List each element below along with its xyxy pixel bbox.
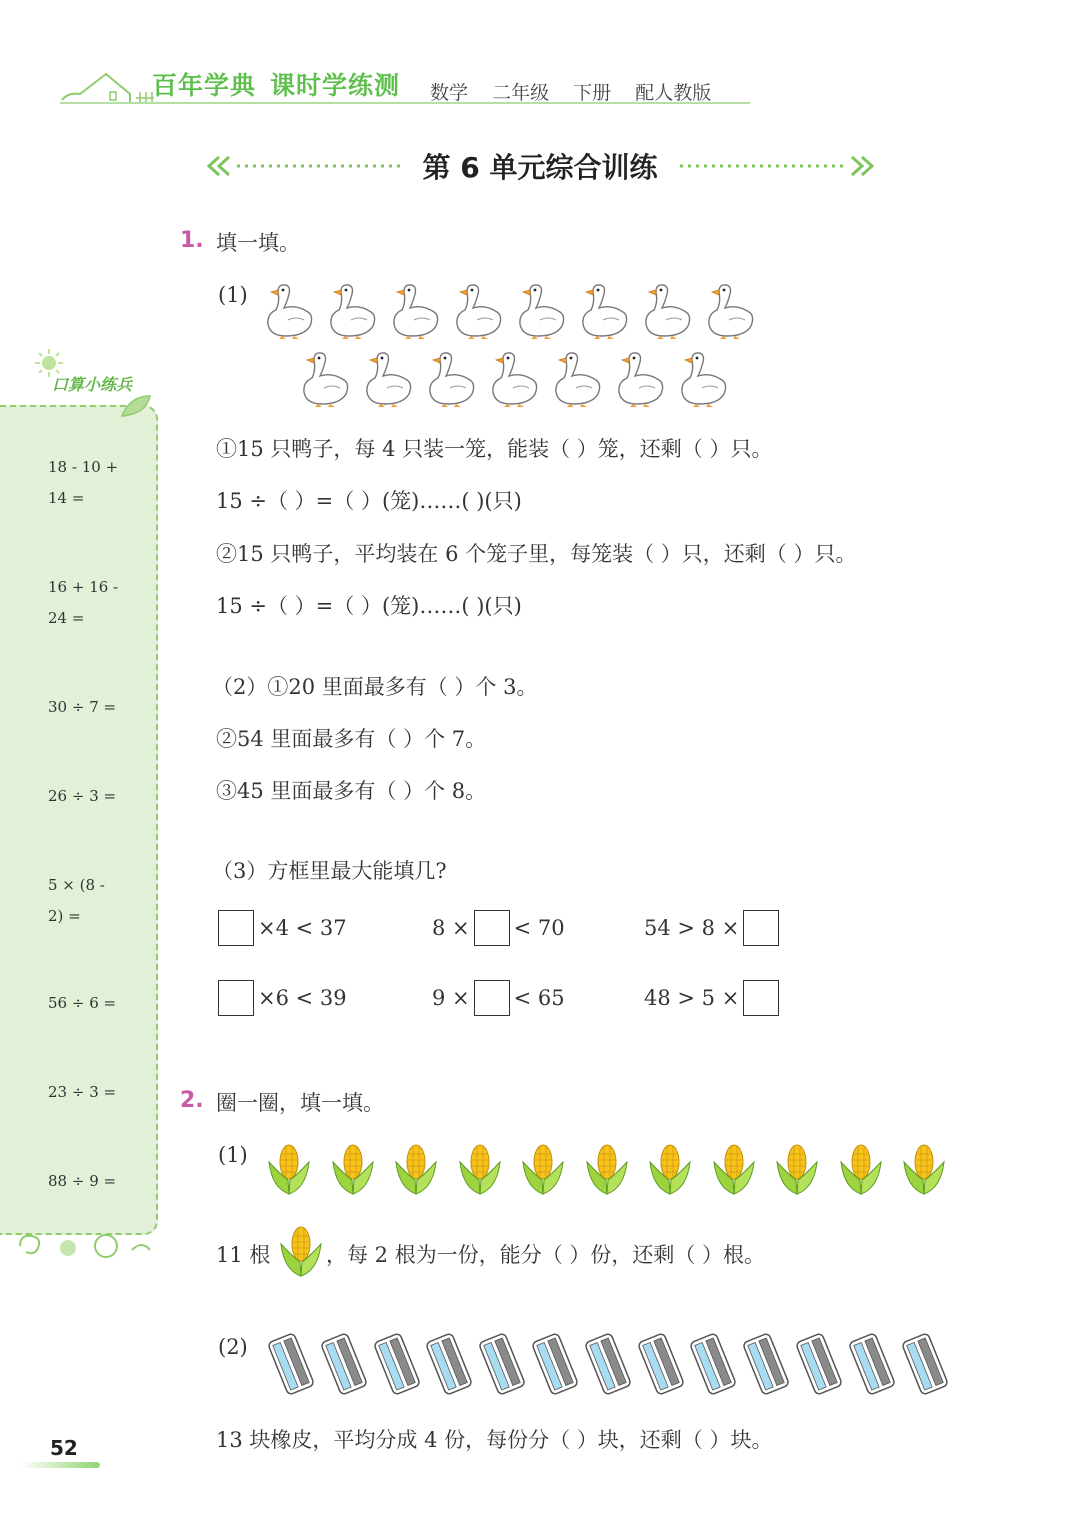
- sidebar-swirl-decor: [14, 1226, 154, 1266]
- q1-part1-equation-b: 15 ÷（ ）=（ ）(笼)……( )(只): [216, 594, 522, 618]
- eraser-icon: [424, 1332, 474, 1400]
- exercise-line: 14 =: [48, 489, 85, 507]
- exercise-line: 24 =: [48, 609, 85, 627]
- exercise-line: 26 ÷ 3 =: [48, 787, 117, 805]
- eraser-icon: [266, 1332, 316, 1400]
- question-2-number: 2.: [180, 1088, 204, 1113]
- duck-icon: [453, 282, 503, 344]
- unit-title: 第 6 单元综合训练: [422, 151, 658, 184]
- answer-box[interactable]: [218, 910, 254, 946]
- exercise-line: 2) =: [48, 907, 81, 925]
- sidebar-exercise-3: [48, 692, 128, 723]
- answer-box[interactable]: [474, 980, 510, 1016]
- corn-icon: [278, 1222, 324, 1282]
- inequality-5: [428, 980, 569, 1016]
- inequality-text: < 70: [513, 916, 565, 940]
- page-number-bar: [20, 1462, 100, 1468]
- header-subtitle: [430, 78, 729, 105]
- inequality-text: ×4 < 37: [258, 916, 347, 940]
- inequality-1: [218, 910, 351, 946]
- duck-icon: [489, 350, 539, 412]
- inequality-3: [640, 910, 779, 946]
- sidebar-exercise-4: [48, 781, 128, 812]
- title-right-decor: [678, 154, 878, 178]
- q2-part1-label: (1): [218, 1143, 248, 1167]
- page-number: 52: [50, 1436, 78, 1460]
- q1-part1-question-a: ①15 只鸭子，每 4 只装一笼，能装（ ）笼，还剩（ ）只。: [216, 437, 773, 461]
- duck-icon: [327, 282, 377, 344]
- header-grade: 二年级: [492, 82, 550, 104]
- exercise-line: 88 ÷ 9 =: [48, 1172, 117, 1190]
- duck-icon: [642, 282, 692, 344]
- question-1-number: 1.: [180, 228, 204, 253]
- exercise-line: 18 - 10 +: [48, 458, 119, 476]
- corn-icon: [330, 1140, 376, 1200]
- duck-icon: [300, 350, 350, 412]
- corn-icon: [901, 1140, 947, 1200]
- eraser-icon: [372, 1332, 422, 1400]
- corn-icon: [838, 1140, 884, 1200]
- sidebar-exercise-1: [48, 452, 128, 514]
- q2-part2-label: (2): [218, 1335, 248, 1359]
- inequality-text: 9 ×: [432, 986, 470, 1010]
- duck-icon: [426, 350, 476, 412]
- sidebar-exercise-5: [48, 870, 128, 932]
- q2-part1-text-b: ，每 2 根为一份，能分（ ）份，还剩（ ）根。: [326, 1243, 766, 1267]
- duck-icon: [264, 282, 314, 344]
- eraser-icon: [583, 1332, 633, 1400]
- header-brand: [152, 66, 414, 102]
- inequality-text: < 65: [513, 986, 565, 1010]
- corn-icon: [393, 1140, 439, 1200]
- duck-icon: [615, 350, 665, 412]
- answer-box[interactable]: [743, 910, 779, 946]
- header-edition: 配人教版: [635, 82, 712, 104]
- duck-icon: [363, 350, 413, 412]
- exercise-line: 30 ÷ 7 =: [48, 698, 117, 716]
- sidebar-exercise-8: [48, 1166, 128, 1197]
- eraser-icon: [688, 1332, 738, 1400]
- q1-part1-question-b: ②15 只鸭子，平均装在 6 个笼子里，每笼装（ ）只，还剩（ ）只。: [216, 542, 857, 566]
- header-volume: 下册: [573, 82, 612, 104]
- q1-part2-b: ②54 里面最多有（ ）个 7。: [216, 727, 487, 751]
- exercise-line: 56 ÷ 6 =: [48, 994, 117, 1012]
- corn-icon: [584, 1140, 630, 1200]
- q1-part2-c: ③45 里面最多有（ ）个 8。: [216, 779, 487, 803]
- corn-icon: [266, 1140, 312, 1200]
- eraser-icon: [847, 1332, 897, 1400]
- sidebar-title: 口算小练兵: [52, 375, 133, 394]
- eraser-icon: [636, 1332, 686, 1400]
- eraser-icon: [319, 1332, 369, 1400]
- corn-icon: [457, 1140, 503, 1200]
- duck-icon: [516, 282, 566, 344]
- sidebar-leaf-icon: [120, 392, 154, 420]
- inequality-2: [428, 910, 569, 946]
- answer-box[interactable]: [218, 980, 254, 1016]
- corn-icon: [774, 1140, 820, 1200]
- corn-icon: [647, 1140, 693, 1200]
- duck-icon: [390, 282, 440, 344]
- q1-part1-label: (1): [218, 283, 248, 307]
- inequality-text: 54 > 8 ×: [644, 916, 740, 940]
- brand-name: 百年学典: [152, 71, 257, 100]
- answer-box[interactable]: [474, 910, 510, 946]
- eraser-icon: [530, 1332, 580, 1400]
- sidebar-exercise-2: [48, 572, 128, 634]
- inequality-text: 48 > 5 ×: [644, 986, 740, 1010]
- q2-part1-text-a: 11 根: [216, 1243, 271, 1267]
- duck-icon: [579, 282, 629, 344]
- inequality-4: [218, 980, 351, 1016]
- exercise-line: 16 + 16 -: [48, 578, 119, 596]
- corn-icon: [711, 1140, 757, 1200]
- question-2-title: 圈一圈，填一填。: [216, 1091, 384, 1115]
- eraser-icon: [741, 1332, 791, 1400]
- q2-part2-text: 13 块橡皮，平均分成 4 份，每份分（ ）块，还剩（ ）块。: [216, 1428, 773, 1452]
- exercise-line: 23 ÷ 3 =: [48, 1083, 117, 1101]
- duck-icon: [705, 282, 755, 344]
- question-1-title: 填一填。: [216, 231, 300, 255]
- answer-box[interactable]: [743, 980, 779, 1016]
- sidebar-exercise-6: [48, 988, 128, 1019]
- q1-part1-equation-a: 15 ÷（ ）=（ ）(笼)……( )(只): [216, 489, 522, 513]
- oral-practice-sidebar: [0, 405, 158, 1235]
- inequality-text: ×6 < 39: [258, 986, 347, 1010]
- header-subject: 数学: [430, 82, 469, 104]
- eraser-icon: [900, 1332, 950, 1400]
- eraser-icon: [477, 1332, 527, 1400]
- sidebar-exercise-7: [48, 1077, 128, 1108]
- inequality-6: [640, 980, 779, 1016]
- brand-series: 课时学练测: [270, 71, 401, 100]
- duck-icon: [678, 350, 728, 412]
- inequality-text: 8 ×: [432, 916, 470, 940]
- eraser-icon: [794, 1332, 844, 1400]
- exercise-line: 5 × (8 -: [48, 876, 105, 894]
- q1-part2-a: （2）①20 里面最多有（ ）个 3。: [212, 675, 538, 699]
- corn-icon: [520, 1140, 566, 1200]
- duck-icon: [552, 350, 602, 412]
- q1-part3-title: （3）方框里最大能填几?: [212, 859, 447, 883]
